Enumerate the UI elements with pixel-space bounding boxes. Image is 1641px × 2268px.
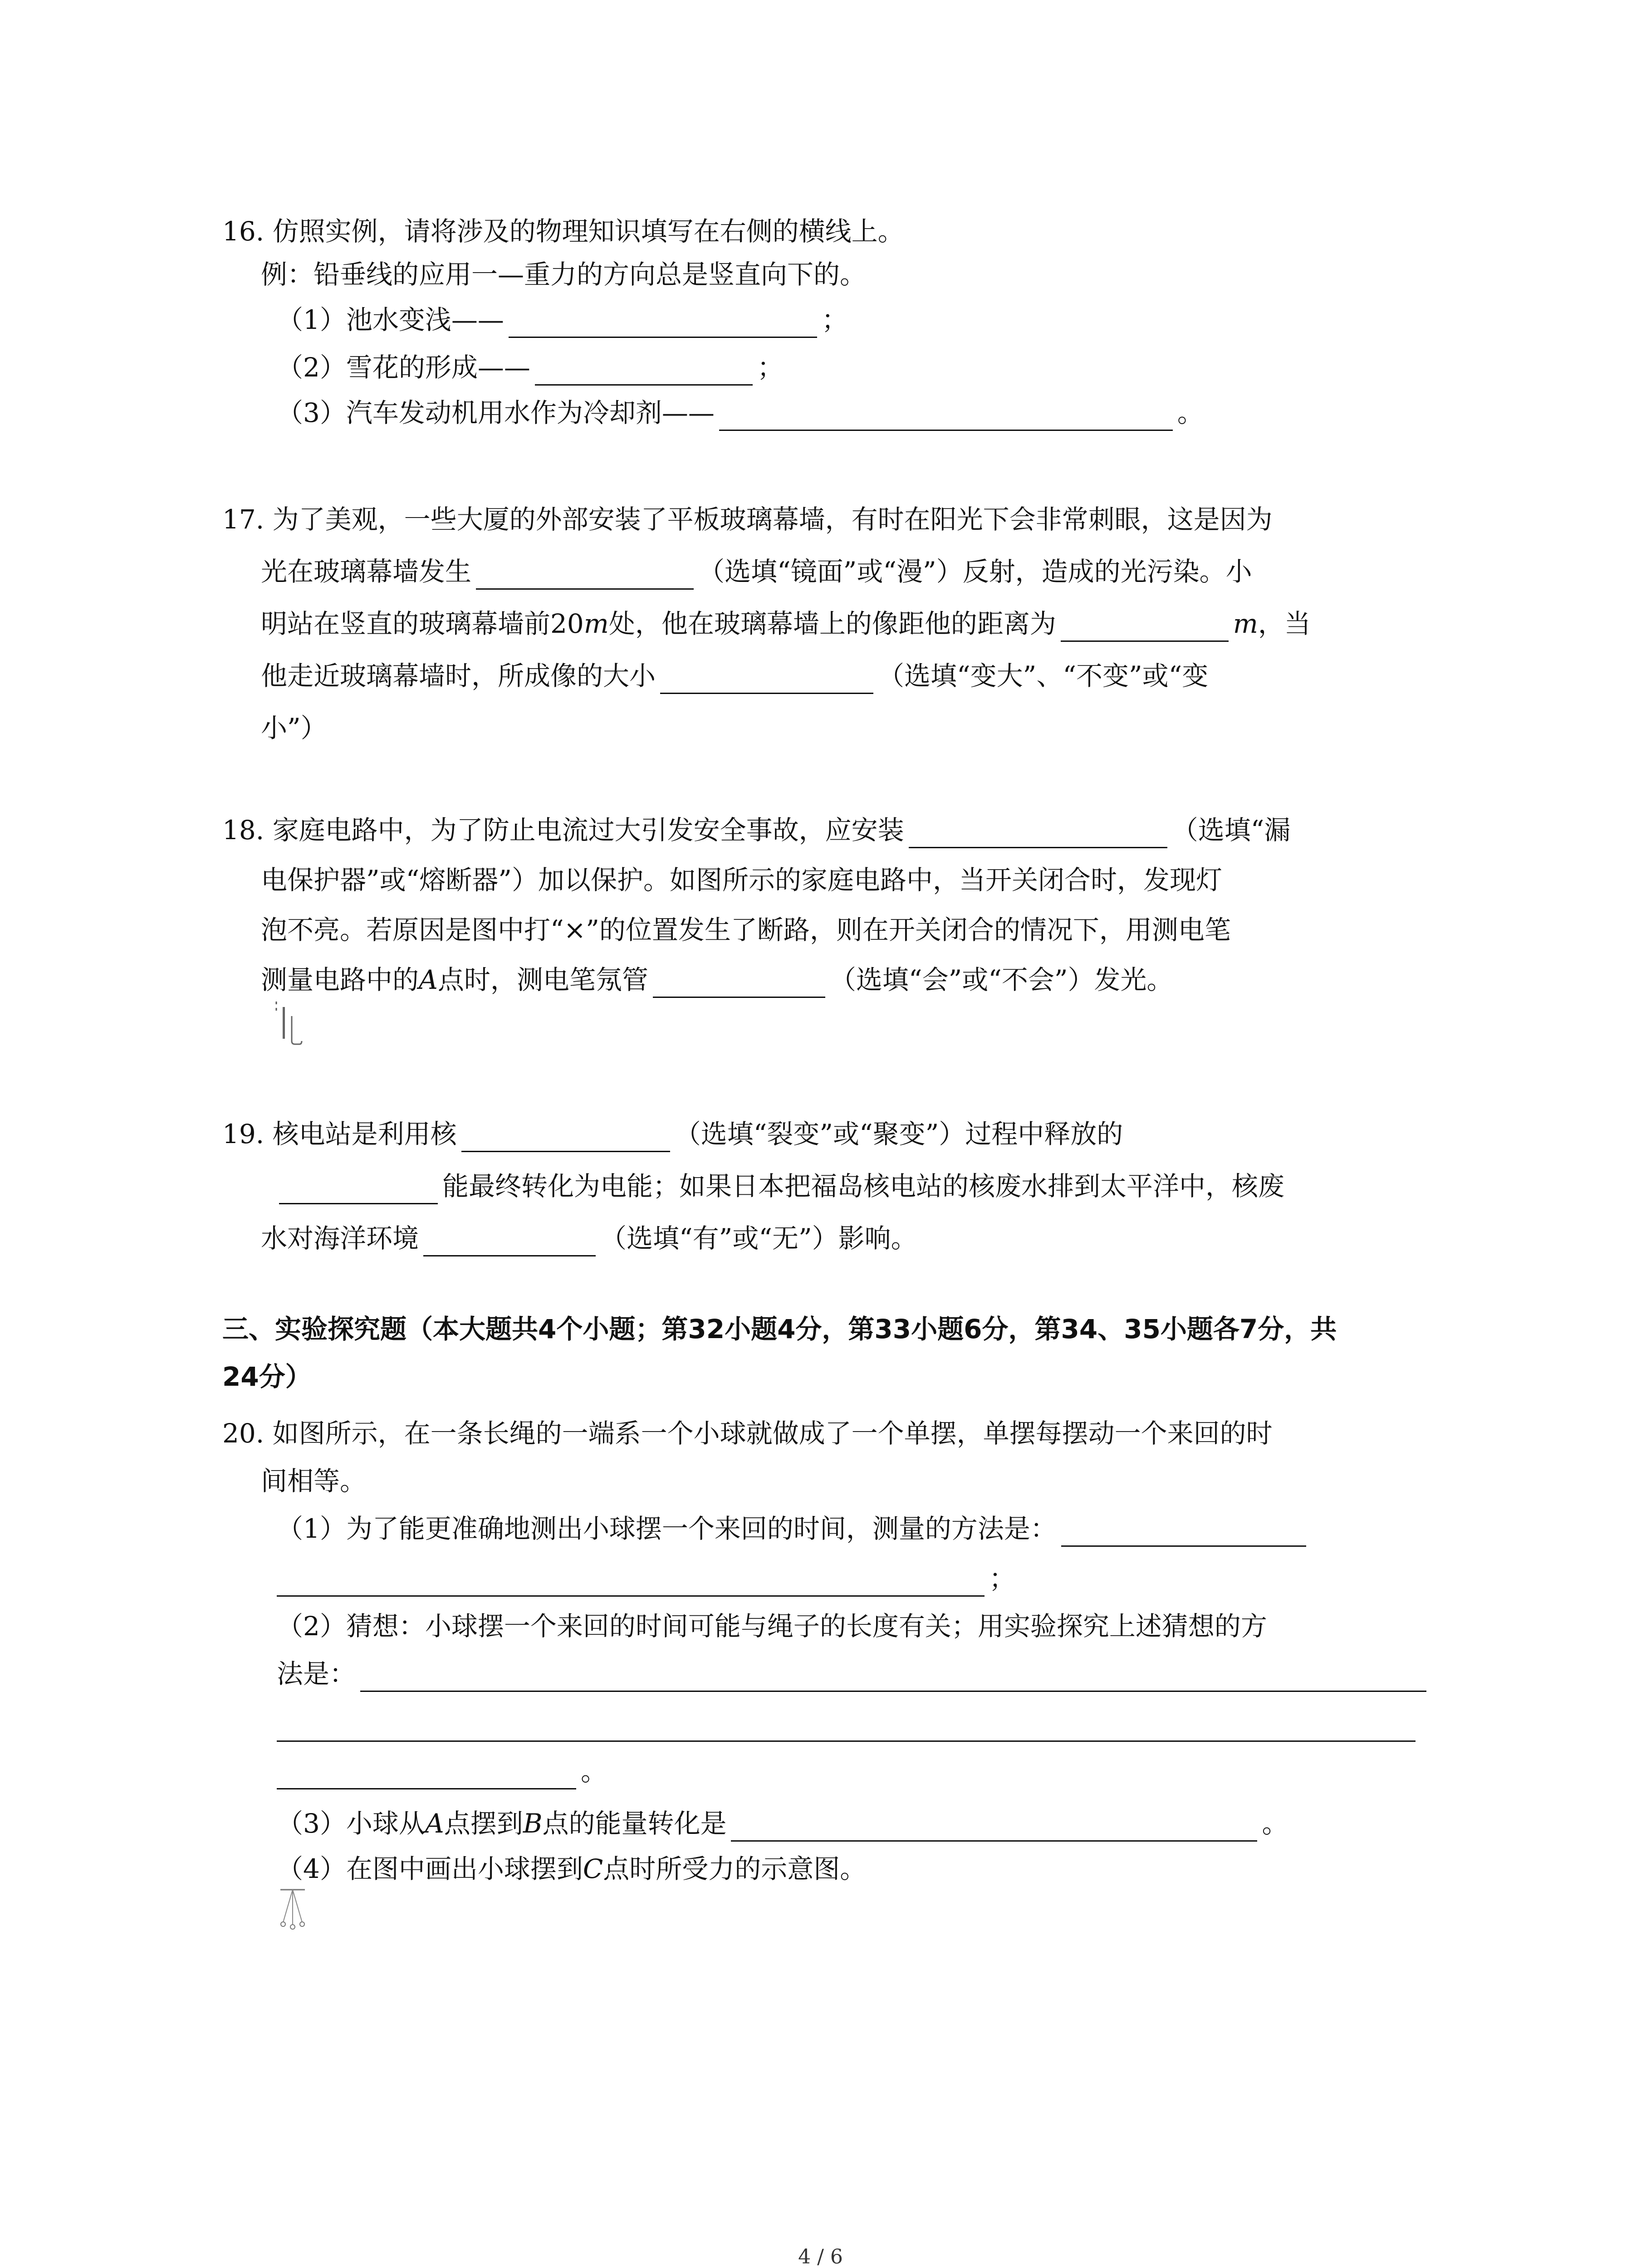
q17-line3-b: 处，他在玻璃幕墙上的像距他的距离为 — [608, 608, 1056, 639]
q18-line4 — [261, 962, 1173, 998]
q16-item1-end: ； — [821, 304, 848, 335]
q16-item3 — [277, 395, 1204, 431]
q20-line1: 20. 如图所示，在一条长绳的一端系一个小球就做成了一个单摆，单摆每摆动一个来回的时 — [222, 1418, 1273, 1449]
q18-line3: 泡不亮。若原因是图中打“×”的位置发生了断路，则在开关闭合的情况下，用测电笔 — [261, 914, 1231, 945]
q18-line1-b: （选填“漏 — [1171, 815, 1291, 846]
q18-line4-c: （选填“会”或“不会”）发光。 — [829, 964, 1173, 995]
q20-part3-end: 。 — [1262, 1808, 1288, 1839]
q20-part2-end: 。 — [581, 1756, 607, 1787]
section3-heading-cont: 24分） — [222, 1361, 312, 1392]
circuit-figure-thumbnail — [274, 998, 306, 1048]
q17-answer-blank-2[interactable] — [1061, 611, 1229, 642]
q20-part1-cont — [277, 1560, 1015, 1597]
q20-point-a: A — [425, 1808, 444, 1839]
q16-item3-end: 。 — [1177, 397, 1204, 428]
q19-line2-text: 能最终转化为电能；如果日本把福岛核电站的核废水排到太平洋中，核废 — [442, 1171, 1285, 1202]
q20-part3-b: 点摆到 — [444, 1808, 523, 1839]
q18-answer-blank-2[interactable] — [653, 968, 825, 998]
q16-answer-blank-1[interactable] — [509, 308, 817, 338]
q17-answer-blank-3[interactable] — [660, 664, 873, 694]
q17-answer-blank-1[interactable] — [476, 559, 694, 590]
q20-part1 — [277, 1510, 1311, 1547]
q20-part2-b-text: 法是： — [277, 1658, 356, 1689]
q20-part4-a: （4）在图中画出小球摆到 — [277, 1853, 583, 1884]
q17-line2-b: （选填“镜面”或“漫”）反射，造成的光污染。小 — [698, 556, 1252, 587]
q17-line4 — [261, 658, 1208, 694]
q17-line3-c: ，当 — [1258, 608, 1311, 639]
q17-unit-m-1: m — [583, 608, 609, 639]
q16-example: 例：铅垂线的应用一—重力的方向总是竖直向下的。 — [261, 259, 867, 290]
q20-part2-b — [277, 1656, 1431, 1692]
q17-line4-b: （选填“变大”、“不变”或“变 — [878, 660, 1209, 691]
q16-item2-end: ； — [757, 352, 784, 383]
q17-line5: 小”） — [261, 713, 327, 743]
q20-part2: （2）猜想：小球摆一个来回的时间可能与绳子的长度有关；用实验探究上述猜想的方 — [277, 1611, 1267, 1642]
q16-stem: 16. 仿照实例，请将涉及的物理知识填写在右侧的横线上。 — [222, 216, 904, 247]
q19-line1-b: （选填“裂变”或“聚变”）过程中释放的 — [674, 1119, 1123, 1149]
q16-item2 — [277, 349, 784, 386]
q20-part3 — [277, 1805, 1288, 1842]
q20-part1-text: （1）为了能更准确地测出小球摆一个来回的时间，测量的方法是： — [277, 1513, 1057, 1544]
q20-answer-blank-2b[interactable] — [277, 1711, 1416, 1742]
q19-line1-a: 19. 核电站是利用核 — [222, 1119, 457, 1149]
q17-line2-a: 光在玻璃幕墙发生 — [261, 556, 472, 587]
q18-point-a: A — [419, 964, 438, 995]
q20-part4-b: 点时所受力的示意图。 — [603, 1853, 867, 1884]
section3-heading: 三、实验探究题（本大题共4个小题；第32小题4分，第33小题6分，第34、35小题各7分，共 — [222, 1314, 1337, 1344]
q20-answer-blank-2c[interactable] — [277, 1759, 576, 1789]
q20-answer-blank-1a[interactable] — [1061, 1516, 1306, 1547]
q20-part2-c — [277, 1706, 1420, 1742]
q17-line3 — [261, 606, 1311, 642]
q16-item3-text: （3）汽车发动机用水作为冷却剂—— — [277, 397, 715, 428]
q19-line3-a: 水对海洋环境 — [261, 1223, 419, 1254]
q19-answer-blank-2[interactable] — [279, 1174, 438, 1204]
q16-answer-blank-3[interactable] — [719, 401, 1173, 431]
q18-line1 — [222, 812, 1290, 848]
q17-line1: 17. 为了美观，一些大厦的外部安装了平板玻璃幕墙，有时在阳光下会非常刺眼，这是因为 — [222, 504, 1273, 535]
q16-item2-text: （2）雪花的形成—— — [277, 352, 530, 383]
q20-line2: 间相等。 — [261, 1466, 367, 1496]
q19-answer-blank-1[interactable] — [461, 1122, 670, 1152]
q17-unit-m-2: m — [1233, 608, 1258, 639]
q20-part1-end: ； — [989, 1563, 1016, 1594]
pendulum-figure-thumbnail — [277, 1887, 309, 1932]
q20-part2-d — [277, 1753, 607, 1789]
q19-line1 — [222, 1116, 1123, 1152]
q20-part3-c: 点的能量转化是 — [542, 1808, 727, 1839]
q19-line2 — [261, 1168, 1284, 1204]
q20-answer-blank-3[interactable] — [731, 1811, 1257, 1842]
q18-answer-blank-1[interactable] — [909, 818, 1167, 848]
q16-item1-text: （1）池水变浅—— — [277, 304, 504, 335]
q20-answer-blank-1b[interactable] — [277, 1566, 985, 1597]
q19-line3 — [261, 1220, 917, 1256]
page-number: 4 / 6 — [798, 2245, 843, 2268]
q18-line1-a: 18. 家庭电路中，为了防止电流过大引发安全事故，应安装 — [222, 815, 904, 846]
q17-line2 — [261, 553, 1252, 590]
q19-answer-blank-3[interactable] — [423, 1226, 596, 1256]
q18-line4-a: 测量电路中的 — [261, 964, 419, 995]
q20-point-b: B — [523, 1808, 543, 1839]
q17-line4-a: 他走近玻璃幕墙时，所成像的大小 — [261, 660, 656, 691]
q20-part4 — [277, 1851, 866, 1887]
q19-line3-b: （选填“有”或“无”）影响。 — [600, 1223, 917, 1254]
q20-point-c: C — [583, 1853, 603, 1884]
q16-answer-blank-2[interactable] — [535, 355, 753, 386]
q17-line3-a: 明站在竖直的玻璃幕墙前20 — [261, 608, 584, 639]
q20-part3-a: （3）小球从 — [277, 1808, 425, 1839]
q18-line2: 电保护器”或“熔断器”）加以保护。如图所示的家庭电路中，当开关闭合时，发现灯 — [261, 865, 1222, 895]
q16-item1 — [277, 302, 848, 338]
q18-line4-b: 点时，测电笔氖管 — [437, 964, 648, 995]
q20-answer-blank-2a[interactable] — [360, 1662, 1426, 1692]
